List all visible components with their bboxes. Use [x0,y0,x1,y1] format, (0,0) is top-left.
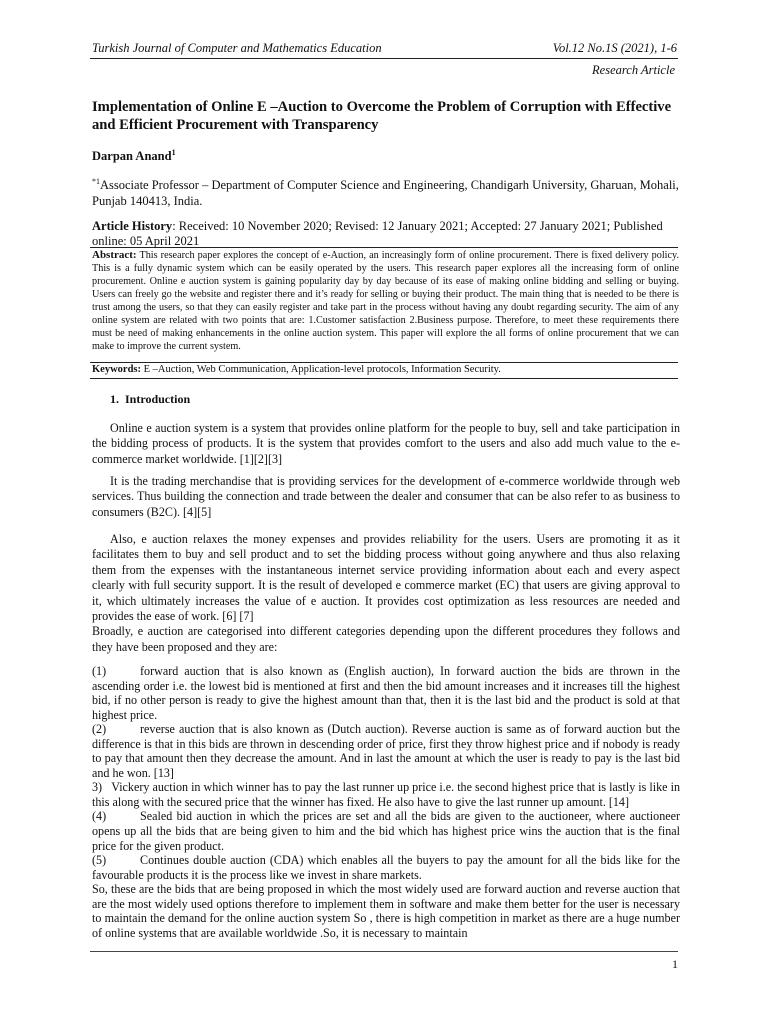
abstract-top-rule [90,247,678,248]
history-label: Article History [92,219,173,233]
article-type: Research Article [592,63,675,77]
history-text: : Received: 10 November 2020; Revised: 12 January 2021; Accepted: 27 January 2021; Published online: 05 April 2021 [92,219,663,248]
paper-title: Implementation of Online E –Auction to Overcome the Problem of Corruption with Effective and Efficient Procurement with Transparency [92,99,672,133]
section-heading: 1. Introduction [110,392,191,406]
abstract [92,249,679,353]
list-number: (5) [92,853,107,868]
list-text: reverse auction that is also known as (Dutch auction). Reverse auction is same as of forward auction but the difference is that in this bids are thrown in descending order of price, first they throw highest price and if nobody is ready to pay that amount then they decrease the amount. And in last the amount at which the user is ready to pay is the last bid and he won. [13] [92,722,680,780]
affiliation-text: Associate Professor – Department of Computer Science and Engineering, Chandigarh University, Gharuan, Mohali, Punjab 140413, India. [92,178,679,209]
paragraph: Online e auction system is a system that provides online platform for the people to buy, sell and take participation in the bidding process of products. It is the system that provides comfort to the users and also add much value to the e-commerce market worldwide. [1][2][3] [92,421,680,466]
journal-name: Turkish Journal of Computer and Mathematics Education [92,41,382,55]
author-sup: 1 [171,148,176,157]
abstract-bottom-rule [90,362,678,363]
page-number: 1 [672,957,678,971]
list-item [92,853,680,882]
keywords-rule [90,378,678,379]
affiliation [92,174,682,209]
abstract-text: This research paper explores the concept of e-Auction, an increasingly form of online procurement. There is fixed delivery policy. This is a fully dynamic system which can be easily operated by the users. This research paper explores all the increasing form of online procurement. Online e auction system is gaining popularity day by day because of its ease of making online bidding and selling or buying. Users can freely go the website and register there and it’s ready for selling or buying their product. The main thing that is needed to be there is trust among the users, so that they can easily register and take part in the process without having any doubt regarding security. The aim of any online system are related with two points that are: 1.Customer satisfaction 2.Business purpose. Therefore, to meet these requirements there must be need of making enhancements in the online auction system. This paper will explore the all forms of online procurement that we can make to improve the current system. [92,250,679,352]
abstract-label: Abstract: [92,249,137,261]
list-text: Sealed bid auction in which the prices are set and all the bids are given to the auctioneer, where auctioneer opens up all the bids that are being given to him and the bid which has highest price wins the auction that is the final price for the given product. [92,809,680,853]
volume-info: Vol.12 No.1S (2021), 1-6 [552,41,677,55]
closing-paragraph: So, these are the bids that are being proposed in which the most widely used are forward auction and reverse auction that are the most widely used options therefore to implement them in software and make them better for the user is necessary to maintain the demand for the online auction system So , there is high competition in market as there are a huge number of online systems that are available worldwide .So, it is necessary to maintain [92,882,680,940]
list-number: (2) [92,722,107,737]
paragraph: Also, e auction relaxes the money expenses and provides reliability for the users. Users are promoting it as it facilitates them to buy and sell product and to set the bidding process without going anywhere and thus also relaxing them from the expenses with the instantaneous internet service providing information about each and every aspect clearly with full security support. It is the result of developed e commerce market (EC) that users are giving approval to it, which ultimately increases the value of e auction. It provides cost optimization as less resources are needed and provides the ease of work. [6] [7] [92,532,680,624]
keywords [92,364,501,375]
keywords-label: Keywords: [92,364,141,375]
affiliation-sup: *1 [92,177,100,186]
keywords-text: E –Auction, Web Communication, Application-level protocols, Information Security. [141,364,501,375]
paragraph-group [92,532,680,655]
list-item [92,780,680,809]
paragraph: Broadly, e auction are categorised into different categories depending upon the different procedures they follows and they have been proposed and they are: [92,624,680,654]
author-name [92,148,176,164]
paragraph: It is the trading merchandise that is providing services for the development of e-commerce worldwide through web services. Thus building the connection and trade between the dealer and consumer that can be also refer to as business to consumers (B2C). [4][5] [92,474,680,519]
list-item [92,664,680,722]
list-item [92,722,680,780]
list-item [92,809,680,853]
author-name-text: Darpan Anand [92,149,172,164]
list-text: Vickery auction in which winner has to pay the last runner up price i.e. the second highest price that is lastly is like in this along with the secured price that the winner has fixed. He also have to give the last runner up amount. [14] [92,780,680,809]
header-divider [90,58,678,59]
list-number: (1) [92,664,107,678]
list-number: 3) [92,780,103,795]
auction-types-list [92,658,680,940]
list-number: (4) [92,809,107,824]
list-text: Continues double auction (CDA) which enables all the buyers to pay the amount for all the bids like for the favourable products it is the process like we invest in share markets. [92,853,680,882]
footer-divider [90,951,678,952]
article-history [92,219,682,249]
list-text: forward auction that is also known as (English auction), In forward auction the bids are thrown in the ascending order i.e. the lowest bid is mentioned at first and then the bid amount increases and it increases till the highest bid, if no other person is ready to give the highest amount than that, then it is the last bid and the product is sold at that highest price. [92,664,680,722]
